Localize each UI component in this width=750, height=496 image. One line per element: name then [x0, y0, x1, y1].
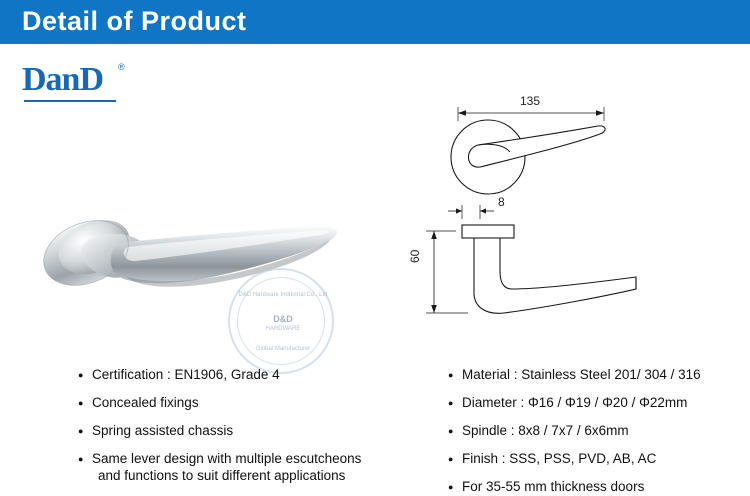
spec-text: Material : Stainless Steel 201/ 304 / 316: [462, 367, 701, 382]
spec-list-right: [448, 366, 748, 496]
technical-drawing-svg: [400, 95, 740, 355]
spec-text: Diameter : Φ16 / Φ19 / Φ20 / Φ22mm: [462, 395, 688, 410]
page-title: Detail of Product: [22, 6, 247, 36]
watermark-brand: D&D: [273, 314, 293, 324]
technical-drawing: [400, 95, 740, 355]
spec-list-left: [78, 366, 398, 495]
dimension-height-label: 60: [408, 249, 422, 263]
spec-text: Same lever design with multiple escutcheons: [92, 451, 362, 466]
spec-text: Spindle : 8x8 / 7x7 / 6x6mm: [462, 423, 629, 438]
spec-item: [448, 422, 748, 439]
watermark-subbrand: HARDWARE: [265, 326, 301, 332]
registered-mark-icon: ®: [118, 62, 125, 72]
spec-item: [78, 366, 398, 383]
watermark-company: D&D Hardware Industrial Co., Ltd: [238, 292, 328, 298]
logo-text: DanD: [22, 61, 104, 98]
spec-text: Concealed fixings: [92, 395, 199, 410]
spec-item: [78, 450, 398, 484]
spec-text: Spring assisted chassis: [92, 423, 234, 438]
watermark-stamp: [228, 268, 334, 374]
spec-item: [448, 478, 748, 495]
spec-item: [448, 394, 748, 411]
spec-text: Finish : SSS, PSS, PVD, AB, AC: [462, 451, 657, 466]
spec-item: [78, 422, 398, 439]
dimension-thickness-label: 8: [498, 195, 505, 209]
spec-item: [448, 366, 748, 383]
spec-item: [448, 450, 748, 467]
spec-text: Certification : EN1906, Grade 4: [92, 367, 280, 382]
logo-underline: [24, 100, 116, 102]
spec-text-continuation: and functions to suit different applications: [98, 468, 346, 483]
dimension-length-label: 135: [520, 94, 541, 108]
spec-text: For 35-55 mm thickness doors: [462, 479, 645, 494]
watermark-tagline: Global Manufacturer: [255, 346, 311, 352]
spec-item: [78, 394, 398, 411]
brand-logo: [22, 60, 162, 106]
